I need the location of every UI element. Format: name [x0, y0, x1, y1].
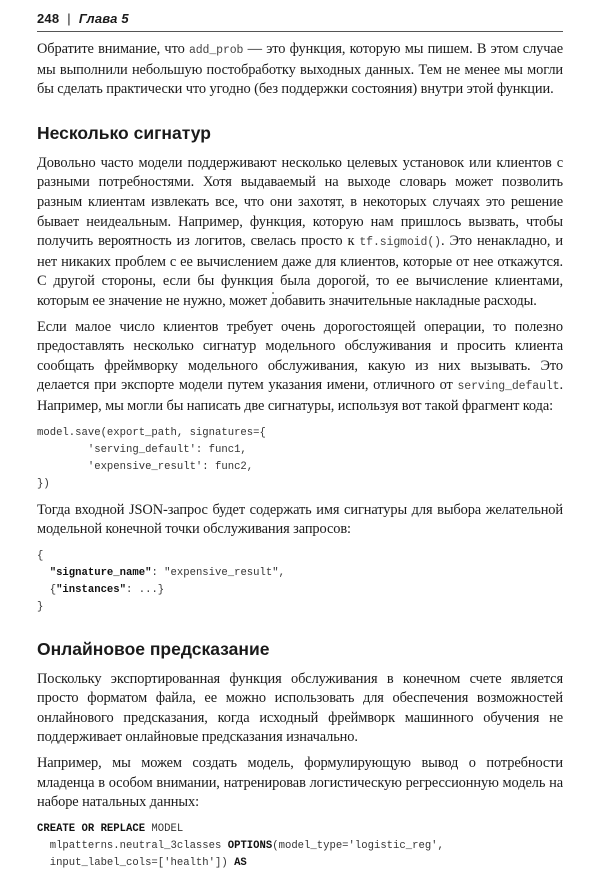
page-number: 248	[37, 11, 60, 26]
inline-code: serving_default	[457, 380, 560, 394]
header-rule	[37, 31, 563, 32]
code-block-json-request: { "signature_name": "expensive_result", {"instances": ...} }	[37, 549, 285, 613]
section-heading-online-prediction: Онлайновое предсказание	[37, 638, 270, 659]
paragraph-expensive-operation: Если малое число клиентов требует очень дорогостоящей операции, то полезно предоставлять несколько сигнатур модельного обслуживания и просить клиента сообщать фреймворку модельного обслуживания, какую из них вызывать. Это делается при экспорте модели путем указания имени, отличного от serving_default. Например, мы могли бы написать две сигнатуры, используя вот такой фрагмент кода:	[37, 318, 563, 414]
inline-code: tf.sigmoid()	[359, 236, 441, 250]
header-separator: |	[67, 11, 71, 26]
paragraph-export-format: Поскольку экспортированная функция обслуживания в конечном счете является просто форматом файла, ее можно использовать для обеспечения возможностей онлайнового предсказания, когда исходный фреймворк машинного обучения не поддерживает онлайновые предсказания изначально.	[37, 670, 563, 746]
inline-code: add_prob	[188, 44, 244, 57]
page-body	[37, 40, 563, 880]
chapter-title: Глава 5	[78, 11, 129, 26]
code-block-sql-model: CREATE OR REPLACE MODEL mlpatterns.neutral_3classes OPTIONS(model_type='logistic_reg', input_label_cols=['health']) AS	[37, 822, 444, 869]
paragraph-natality-model: Например, мы можем создать модель, формулирующую вывод о потребности младенца в особом внимании, натренировав логистическую регрессионную модель на наборе натальных данных:	[37, 755, 563, 811]
code-block-save-signatures: model.save(export_path, signatures={ 'serving_default': func1, 'expensive_result': func2, })	[37, 426, 266, 490]
paragraph-add-prob: Обратите внимание, что add_prob — это функция, которую мы пишем. В этом случае мы выполнили небольшую постобработку выходных данных. Тем не менее мы могли бы сделать практически что угодно (без поддержки состояния) внутри этой функции.	[37, 41, 563, 98]
section-heading-signatures: Несколько сигнатур	[37, 122, 211, 143]
paragraph-json-request: Тогда входной JSON-запрос будет содержать имя сигнатуры для выбора желательной модельной конечной точки обслуживания запросов:	[37, 501, 563, 538]
running-header	[37, 11, 129, 26]
paragraph-multiple-clients: Довольно часто модели поддерживают несколько целевых установок или клиентов с разными потребностями. Хотя выдаваемый на выходе словарь может позволить разным клиентам извлекать все, что они захотят, в некоторых случаях это решение бывает неидеальным. Например, функция, которую нам пришлось вызвать, чтобы получить вероятность из логитов, свелась просто к tf.sigmoid(). Это ненакладно, и нет никаких проблем с ее вычислением даже для клиентов, которые от нее откажутся. С другой стороны, если бы функция была дорогой, то ее вычисление клиентами, которым ее значение не нужно, может добавить значительные накладные расходы.	[37, 154, 563, 309]
